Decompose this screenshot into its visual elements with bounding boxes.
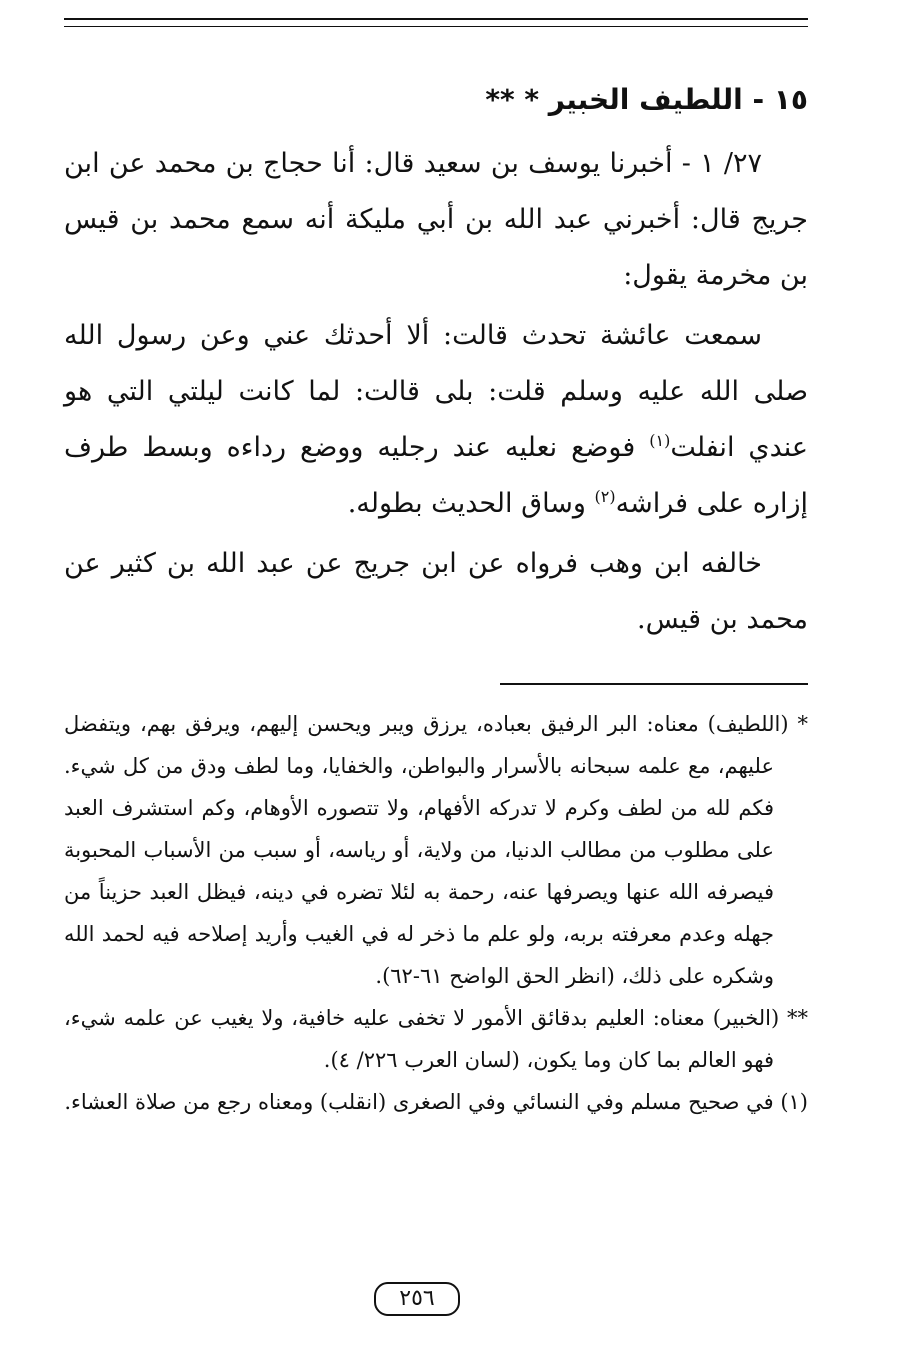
hadith-text-paragraph [64, 308, 808, 532]
header-rule-top [64, 18, 808, 20]
footnote-separator [500, 683, 808, 685]
page-content [64, 70, 808, 648]
variant-note-paragraph: خالفه ابن وهب فرواه عن ابن جريج عن عبد الله بن كثير عن محمد بن قيس. [64, 548, 808, 635]
footnote-ref-1: (١) [649, 431, 671, 450]
hadith-text-part-2: فوضع نعليه عند رجليه ووضع رداءه وبسط طرف إزاره على فراشه [64, 432, 808, 519]
hadith-text-part-3: وساق الحديث بطوله. [347, 488, 595, 519]
header-rule-bottom [64, 26, 808, 27]
footnote-1: (١) في صحيح مسلم وفي النسائي وفي الصغرى (انقلب) ومعناه رجع من صلاة العشاء. [64, 1090, 808, 1114]
footnotes-block [64, 703, 808, 1123]
footnote-latif: * (اللطيف) معناه: البر الرفيق بعباده، يرزق ويبر ويحسن إليهم، ويرفق بهم، ويتفضل عليهم، مع علمه سبحانه بالأسرار والبواطن، والخفايا، وما لطف ودق من كل شيء. فكم لله من لطف وكرم لا تدركه الأفهام، ولا تتصوره الأوهام، وكم استشرف العبد على مطلوب من مطالب الدنيا، من ولاية، أو رياسه، أو سبب من الأسباب المحبوبة فيصرفه الله عنها ويصرفها عنه، رحمة به لئلا تضره في دينه، فيظل العبد حزيناً من جهله وعدم معرفته بربه، ولو علم ما ذخر له في الغيب وأريد إصلاحه فيه لحمد الله وشكره على ذلك، (انظر الحق الواضح ٦١-٦٢). [64, 712, 808, 988]
hadith-text-part-1: سمعت عائشة تحدث قالت: ألا أحدثك عني وعن رسول الله صلى الله عليه وسلم قلت: بلى قالت: لما كانت ليلتي التي هو عندي انفلت [64, 320, 808, 463]
footnote-ref-2: (٢) [594, 487, 616, 506]
main-text [64, 136, 808, 648]
section-title: ١٥ - اللطيف الخبير * ** [485, 83, 808, 116]
hadith-chain-paragraph: ٢٧/ ١ - أخبرنا يوسف بن سعيد قال: أنا حجاج بن محمد عن ابن جريج قال: أخبرني عبد الله بن أبي مليكة أنه سمع محمد بن قيس بن مخرمة يقول: [64, 148, 808, 291]
footnote-khabir: ** (الخبير) معناه: العليم بدقائق الأمور لا تخفى عليه خافية، ولا يغيب عن علمه شيء، فهو العالم بما كان وما يكون، (لسان العرب ٢٢٦/ ٤). [64, 1006, 808, 1072]
page-number: ٢٥٦ [374, 1282, 460, 1316]
